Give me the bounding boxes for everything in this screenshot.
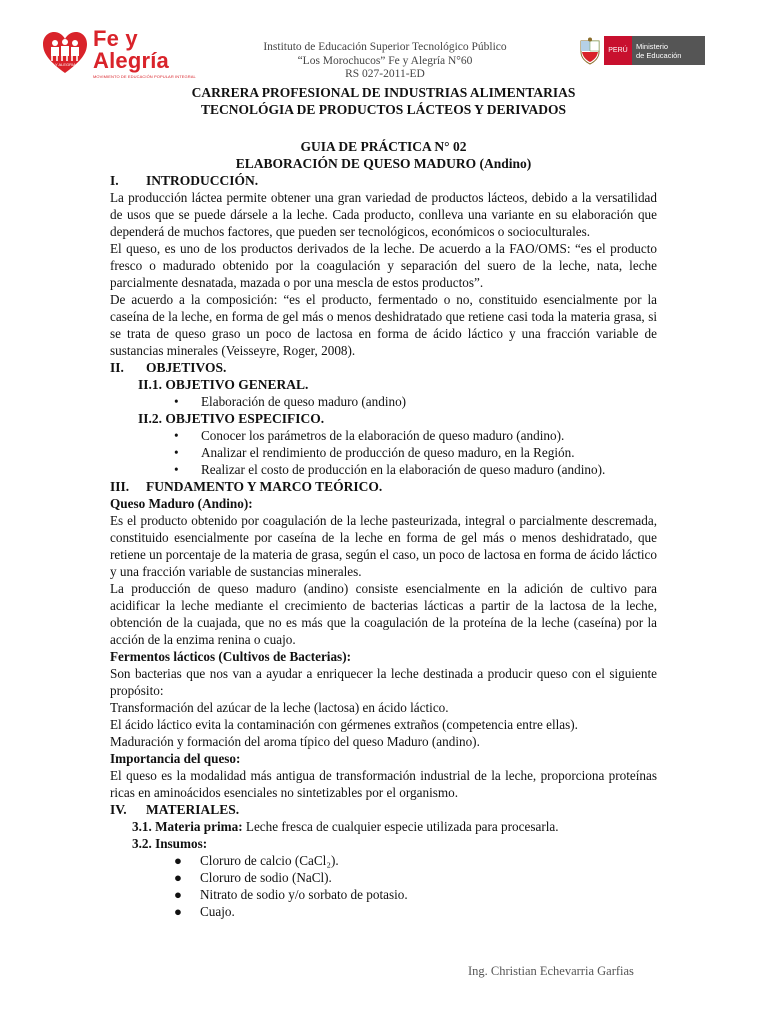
section-materials: [110, 801, 657, 818]
peru-shield-icon: [578, 37, 602, 65]
bullet-icon: ●: [174, 887, 182, 902]
intro-paragraph-3: De acuerdo a la composición: “es el producto, fermentado o no, constituido esencialmente por la caseína de la leche, en forma de gel más o menos deshidratado que retiene casi toda la materia grasa, si se trata de queso graso un poco de lactosa en forma de ácido láctico y una fracción variable de sustancias minerales (Veisseyre, Roger, 2008).: [110, 292, 657, 358]
section-title: OBJETIVOS.: [146, 360, 227, 375]
ministry-line-1: Ministerio: [636, 41, 669, 51]
general-objective-title: II.1. OBJETIVO GENERAL.: [138, 377, 309, 392]
institution-block: [240, 41, 530, 82]
list-item: [110, 886, 657, 903]
list-item: [110, 903, 657, 920]
section-number: I.: [110, 173, 119, 188]
guide-title: GUIA DE PRÁCTICA N° 02: [300, 139, 467, 154]
theory-heading-importancia: Importancia del queso:: [110, 751, 241, 766]
theory-line-2: El ácido láctico evita la contaminación con gérmenes extraños (competencia entre ellas).: [110, 717, 578, 732]
section-number: II.: [110, 360, 124, 375]
bullet-icon: •: [174, 462, 179, 477]
ministry-line-2: de Educación: [636, 50, 682, 60]
section-title: INTRODUCCIÓN.: [146, 173, 259, 188]
materials-inputs-label: 3.2. Insumos:: [132, 836, 208, 851]
section-number: III.: [110, 479, 130, 494]
ministry-logo: [578, 36, 705, 65]
list-item-text: Conocer los parámetros de la elaboración de queso maduro (andino).: [201, 428, 565, 443]
logo-title: Fe y Alegría: [93, 25, 169, 73]
theory-heading-queso: Queso Maduro (Andino):: [110, 496, 253, 511]
section-title: MATERIALES.: [146, 802, 240, 817]
theory-paragraph-4: El queso es la modalidad más antigua de transformación industrial de la leche, proporciona proteínas ricas en aminoácidos esenciales no sintetizables por el organismo.: [110, 768, 657, 800]
materials-raw-label: 3.1. Materia prima:: [132, 819, 243, 834]
list-item-text: Cuajo.: [200, 904, 235, 919]
bullet-icon: •: [174, 445, 179, 460]
list-item-text: Cloruro de calcio (CaCl₂).: [200, 853, 339, 868]
section-introduction: [110, 172, 657, 189]
materials-raw-text: Leche fresca de cualquier especie utilizada para procesarla.: [242, 819, 559, 834]
specific-objective-title: II.2. OBJETIVO ESPECIFICO.: [138, 411, 325, 426]
list-item-text: Cloruro de sodio (NaCl).: [200, 870, 332, 885]
list-item-text: Realizar el costo de producción en la elaboración de queso maduro (andino).: [201, 462, 606, 477]
list-item-text: Nitrato de sodio y/o sorbato de potasio.: [200, 887, 408, 902]
fe-y-alegria-logo: [42, 25, 218, 79]
heart-children-icon: [42, 31, 88, 75]
logo-badge-text: FE Y ALEGRIA 60: [48, 62, 82, 67]
technology-title: TECNOLÓGIA DE PRODUCTOS LÁCTEOS Y DERIVADOS: [201, 102, 566, 117]
list-item: [110, 444, 657, 461]
list-item-text: Elaboración de queso maduro (andino): [201, 394, 407, 409]
practice-title: ELABORACIÓN DE QUESO MADURO (Andino): [235, 156, 532, 171]
section-objectives: [110, 359, 657, 376]
list-item: [110, 427, 657, 444]
list-item-text: Analizar el rendimiento de producción de queso maduro, en la Región.: [201, 445, 575, 460]
list-item: [110, 852, 657, 869]
theory-heading-fermentos: Fermentos lácticos (Cultivos de Bacterias):: [110, 649, 351, 664]
bullet-icon: •: [174, 394, 179, 409]
section-theory: [110, 478, 657, 495]
list-item: [110, 461, 657, 478]
bullet-icon: ●: [174, 904, 182, 919]
ministry-label: [632, 36, 705, 65]
peru-label: PERÚ: [604, 36, 632, 65]
institution-resolution: RS 027-2011-ED: [345, 68, 425, 80]
institution-name: Instituto de Educación Superior Tecnológico Público: [263, 41, 507, 53]
logo-subtitle: MOVIMIENTO DE EDUCACIÓN POPULAR INTEGRAL: [93, 73, 196, 79]
materials-raw: [110, 818, 657, 835]
section-title: FUNDAMENTO Y MARCO TEÓRICO.: [146, 479, 383, 494]
intro-paragraph-2: El queso, es uno de los productos derivados de la leche. De acuerdo a la FAO/OMS: “es el producto fresco o madurado obtenido por la coagulación y separación del suero de la leche, nata, leche parcialmente desnatada, mazada o por una mescla de estos productos”.: [110, 241, 657, 290]
theory-paragraph-3: Son bacterias que nos van a ayudar a enriquecer la leche destinada a producir queso con el siguiente propósito:: [110, 666, 657, 698]
bullet-icon: ●: [174, 870, 182, 885]
institution-school: “Los Morochucos” Fe y Alegría N°60: [297, 54, 473, 67]
footer-author: Ing. Christian Echevarria Garfias: [468, 964, 634, 978]
career-title: CARRERA PROFESIONAL DE INDUSTRIAS ALIMENTARIAS: [191, 85, 576, 100]
bullet-icon: •: [174, 428, 179, 443]
theory-paragraph-2: La producción de queso maduro (andino) consiste esencialmente en la adición de cultivo para acidificar la leche mediante el crecimiento de bacterias lácticas a partir de la lactosa de la leche, obtención de la cuajada, que no es más que la coagulación de la proteína de la leche (caseína) por la acción de la enzima renina o cuajo.: [110, 581, 657, 647]
list-item: [110, 393, 657, 410]
bullet-icon: ●: [174, 853, 182, 868]
theory-line-1: Transformación del azúcar de la leche (lactosa) en ácido láctico.: [110, 700, 449, 715]
theory-line-3: Maduración y formación del aroma típico del queso Maduro (andino).: [110, 734, 480, 749]
list-item: [110, 869, 657, 886]
page-header: [0, 0, 768, 85]
intro-paragraph-1: La producción láctea permite obtener una gran variedad de productos lácteos, debido a la versatilidad de usos que se puede dársele a la leche. Cada producto, conlleva una variante en su elaboración que dependerá de muchos factores, que pueden ser tecnológicos, económicos o socioculturales.: [110, 190, 657, 239]
theory-paragraph-1: Es el producto obtenido por coagulación de la leche pasteurizada, integral o parcialmente descremada, constituido esencialmente por caseína de la leche en forma de gel más o menos deshidratado, que retiene un porcentaje de la materia de grasa, según el caso, un poco de lactosa en forma de ácido láctico y una fracción variable de sustancias minerales.: [110, 513, 657, 579]
document-body: [110, 84, 657, 920]
section-number: IV.: [110, 802, 127, 817]
